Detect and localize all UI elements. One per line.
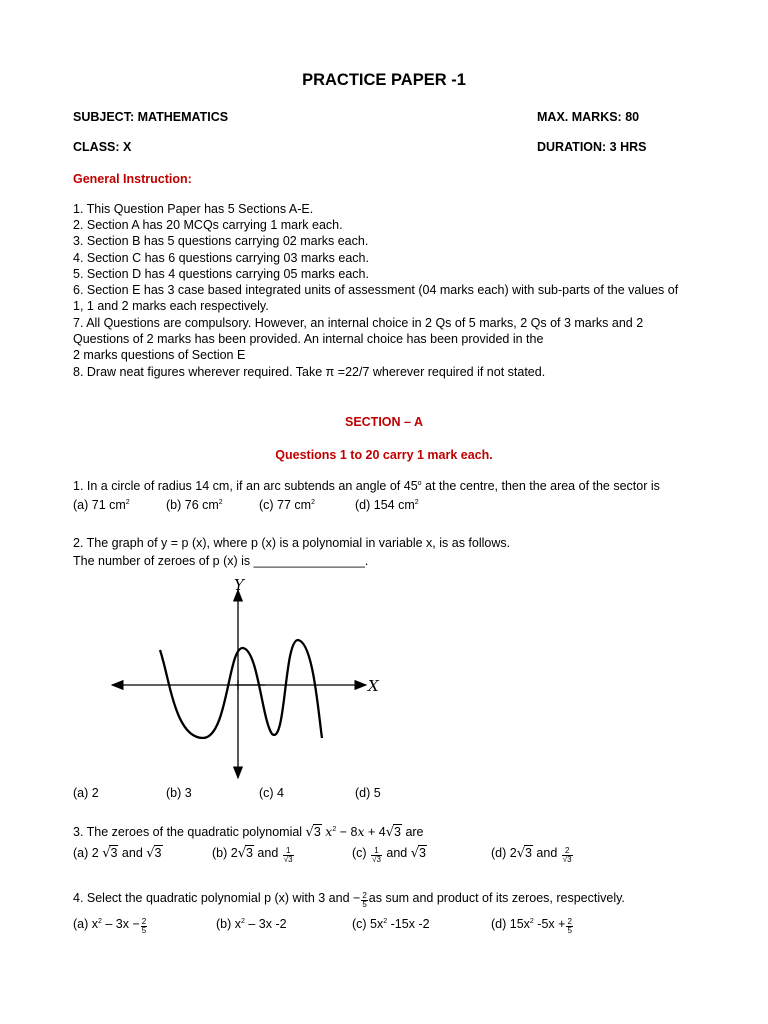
q3-option-a: (a) 2 √3 and √3: [73, 846, 162, 861]
q3-option-b: (b) 2√3 and $\frac{1}{√3}$: [212, 846, 293, 864]
instruction-line: 4. Section C has 6 questions carrying 03 marks each.: [73, 251, 369, 265]
instruction-line: 1. This Question Paper has 5 Sections A-E.: [73, 202, 314, 216]
q1-option-a: (a) 71 $cm^2$: [73, 498, 130, 512]
polynomial-graph: [100, 570, 400, 785]
question-2-line-1: 2. The graph of y = p (x), where p (x) is a polynomial in variable x, is as follows.: [73, 536, 511, 550]
max-marks-label: MAX. MARKS: 80: [537, 110, 640, 124]
question-4-text: 4. Select the quadratic polynomial p (x) with 3 and − $\frac{2}{5}$ as sum and product of its zeroes, respectively.: [73, 891, 625, 909]
instructions-heading: General Instruction:: [73, 172, 192, 186]
q4-option-b: (b) $x^2 - 3x$ -2: [216, 917, 287, 931]
instruction-line: 8. Draw neat figures wherever required. Take π =22/7 wherever required if not stated.: [73, 365, 546, 379]
q2-option-c: (c) 4: [259, 786, 284, 800]
q2-option-d: (d) 5: [355, 786, 381, 800]
q4-option-c: (c) $5x^2$ -15x -2: [352, 917, 430, 931]
q3-option-c: (c) $\frac{1}{√3}$ and √3: [352, 846, 426, 864]
polynomial-curve: [160, 640, 322, 738]
instruction-line: 6. Section E has 3 case based integrated units of assessment (04 marks each) with sub-parts of the values of: [73, 283, 679, 297]
q2-option-b: (b) 3: [166, 786, 192, 800]
q1-text-a: 1. In a circle of radius 14 cm, if an arc subtends an angle of 45: [73, 479, 418, 493]
q1-option-d: (d) 154 $cm^2$: [355, 498, 419, 512]
paper-title: PRACTICE PAPER -1: [302, 71, 466, 89]
instruction-line: 7. All Questions are compulsory. However, an internal choice in 2 Qs of 5 marks, 2 Qs of 3 marks and 2: [73, 316, 644, 330]
q4-option-d: (d) $15x^2$ -5x + $\frac{2}{5}$: [491, 917, 572, 935]
section-subtitle: Questions 1 to 20 carry 1 mark each.: [275, 448, 493, 462]
instruction-line: 2 marks questions of Section E: [73, 348, 246, 362]
q3-option-d: (d) 2√3 and $\frac{2}{√3}$: [491, 846, 572, 864]
q1-option-c: (c) 77 $cm^2$: [259, 498, 315, 512]
question-2-line-2: The number of zeroes of p (x) is ________________.: [73, 554, 369, 568]
q1-text-b: at the centre, then the area of the sector is: [421, 479, 660, 493]
degree-symbol: o: [417, 480, 422, 487]
section-title: SECTION – A: [344, 415, 424, 429]
class-label: CLASS: X: [73, 140, 132, 154]
q4-option-a: (a) $x^2 - 3x$ − $\frac{2}{5}$: [73, 917, 147, 935]
q2-option-a: (a) 2: [73, 786, 99, 800]
instruction-line: 2. Section A has 20 MCQs carrying 1 mark each.: [73, 218, 343, 232]
instruction-line: Questions of 2 marks has been provided. An internal choice has been provided in the: [73, 332, 544, 346]
instruction-line: 5. Section D has 4 questions carrying 05 marks each.: [73, 267, 369, 281]
duration-label: DURATION: 3 HRS: [537, 140, 647, 154]
instruction-line: 1, 1 and 2 marks each respectively.: [73, 299, 269, 313]
question-1-text: [73, 479, 660, 493]
instruction-line: 3. Section B has 5 questions carrying 02 marks each.: [73, 234, 369, 248]
q1-option-b: (b) 76 $cm^2$: [166, 498, 223, 512]
subject-label: SUBJECT: MATHEMATICS: [73, 110, 229, 124]
y-axis-label: Y: [234, 576, 244, 594]
question-3-text: 3. The zeroes of the quadratic polynomial √3 $x^2 - 8x + 4√3$ are: [73, 824, 424, 840]
x-axis-label: X: [368, 677, 379, 695]
